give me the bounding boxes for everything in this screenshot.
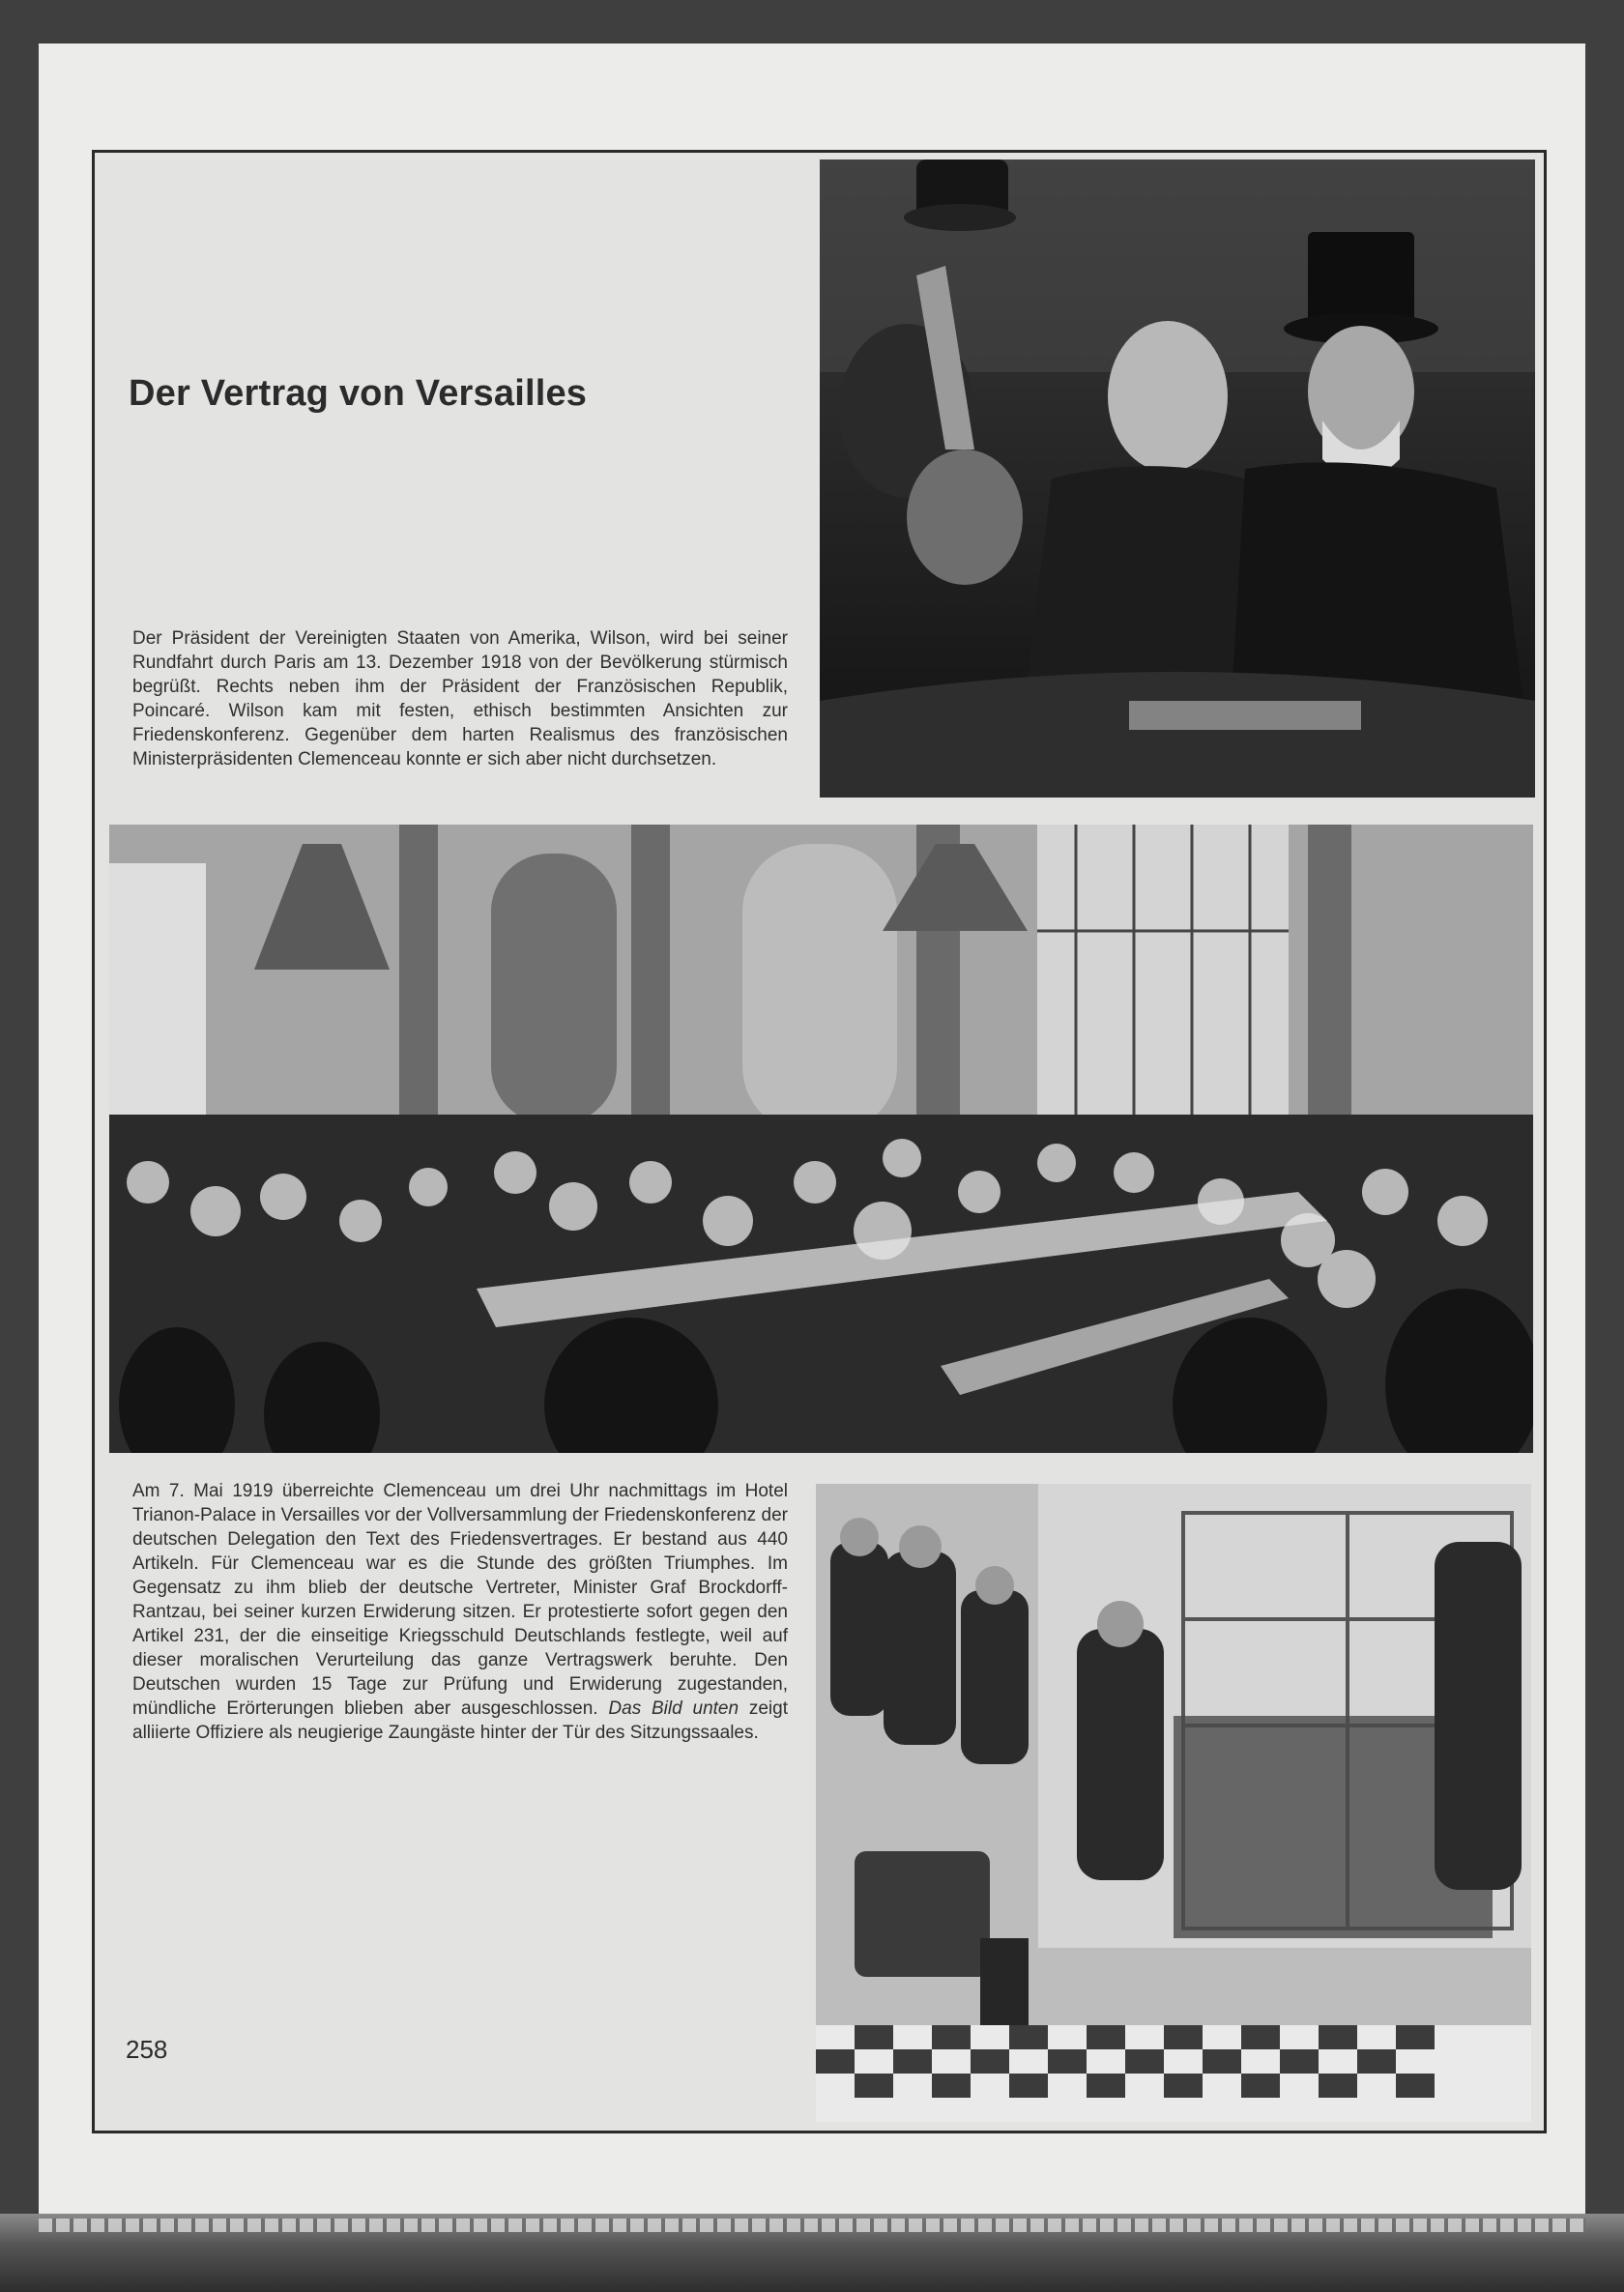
caption-treaty-main: Am 7. Mai 1919 überreichte Clemenceau um drei Uhr nachmittags im Hotel Trianon-Palace in Versailles vor der Vollversammlung der Friedenskonferenz der deutschen Delegation den Text des Friedensvertrages. Er bestand aus 440 Artikeln. Für Clemenceau war es die Stunde des größten Triumphes. Im Gegensatz zu ihm blieb der deutsche Vertreter, Minister Graf Brockdorff-Rantzau, bei seiner kurzen Erwiderung sitzen. Er protestierte sofort gegen den Artikel 231, der die einseitige Kriegsschuld Deutschlands festlegte, weil auf dieser moralischen Verurteilung das ganze Vertragswerk beruhte. Den Deutschen wurden 15 Tage zur Prüfung und Erwiderung zugestanden, mündliche Erörterungen blieben aber ausgeschlossen. (132, 1481, 788, 1719)
caption-treaty-handover (132, 1479, 788, 1745)
photo-officers-at-door-image (816, 1484, 1531, 2122)
page-title: Der Vertrag von Versailles (129, 373, 588, 414)
page-number: 258 (126, 2035, 168, 2064)
caption-treaty-tail: zeigt alliierte Offiziere als neugierige Zaungäste hinter der Tür des Sitzungssaales. (132, 1698, 788, 1743)
caption-wilson: Der Präsident der Vereinigten Staaten von Amerika, Wilson, wird bei seiner Rundfahrt durch Paris am 13. Dezember 1918 von der Bevölkerung stürmisch begrüßt. Rechts neben ihm der Präsident der Französischen Republik, Poincaré. Wilson kam mit festen, ethisch bestimmten Ansichten zur Friedenskonferenz. Gegenüber dem harten Realismus des französischen Ministerpräsidenten Clemenceau konnte er sich aber nicht durchsetzen. (132, 628, 788, 769)
photo-wilson-poincare-image (820, 160, 1535, 798)
binder-holes (39, 2219, 1585, 2232)
photo-conference-hall-image (109, 825, 1533, 1453)
photo-conference-hall (109, 825, 1533, 1453)
photo-officers-at-door (816, 1484, 1531, 2122)
photo-wilson-poincare (820, 160, 1535, 798)
caption-treaty-emphasis: Das Bild unten (608, 1698, 740, 1719)
